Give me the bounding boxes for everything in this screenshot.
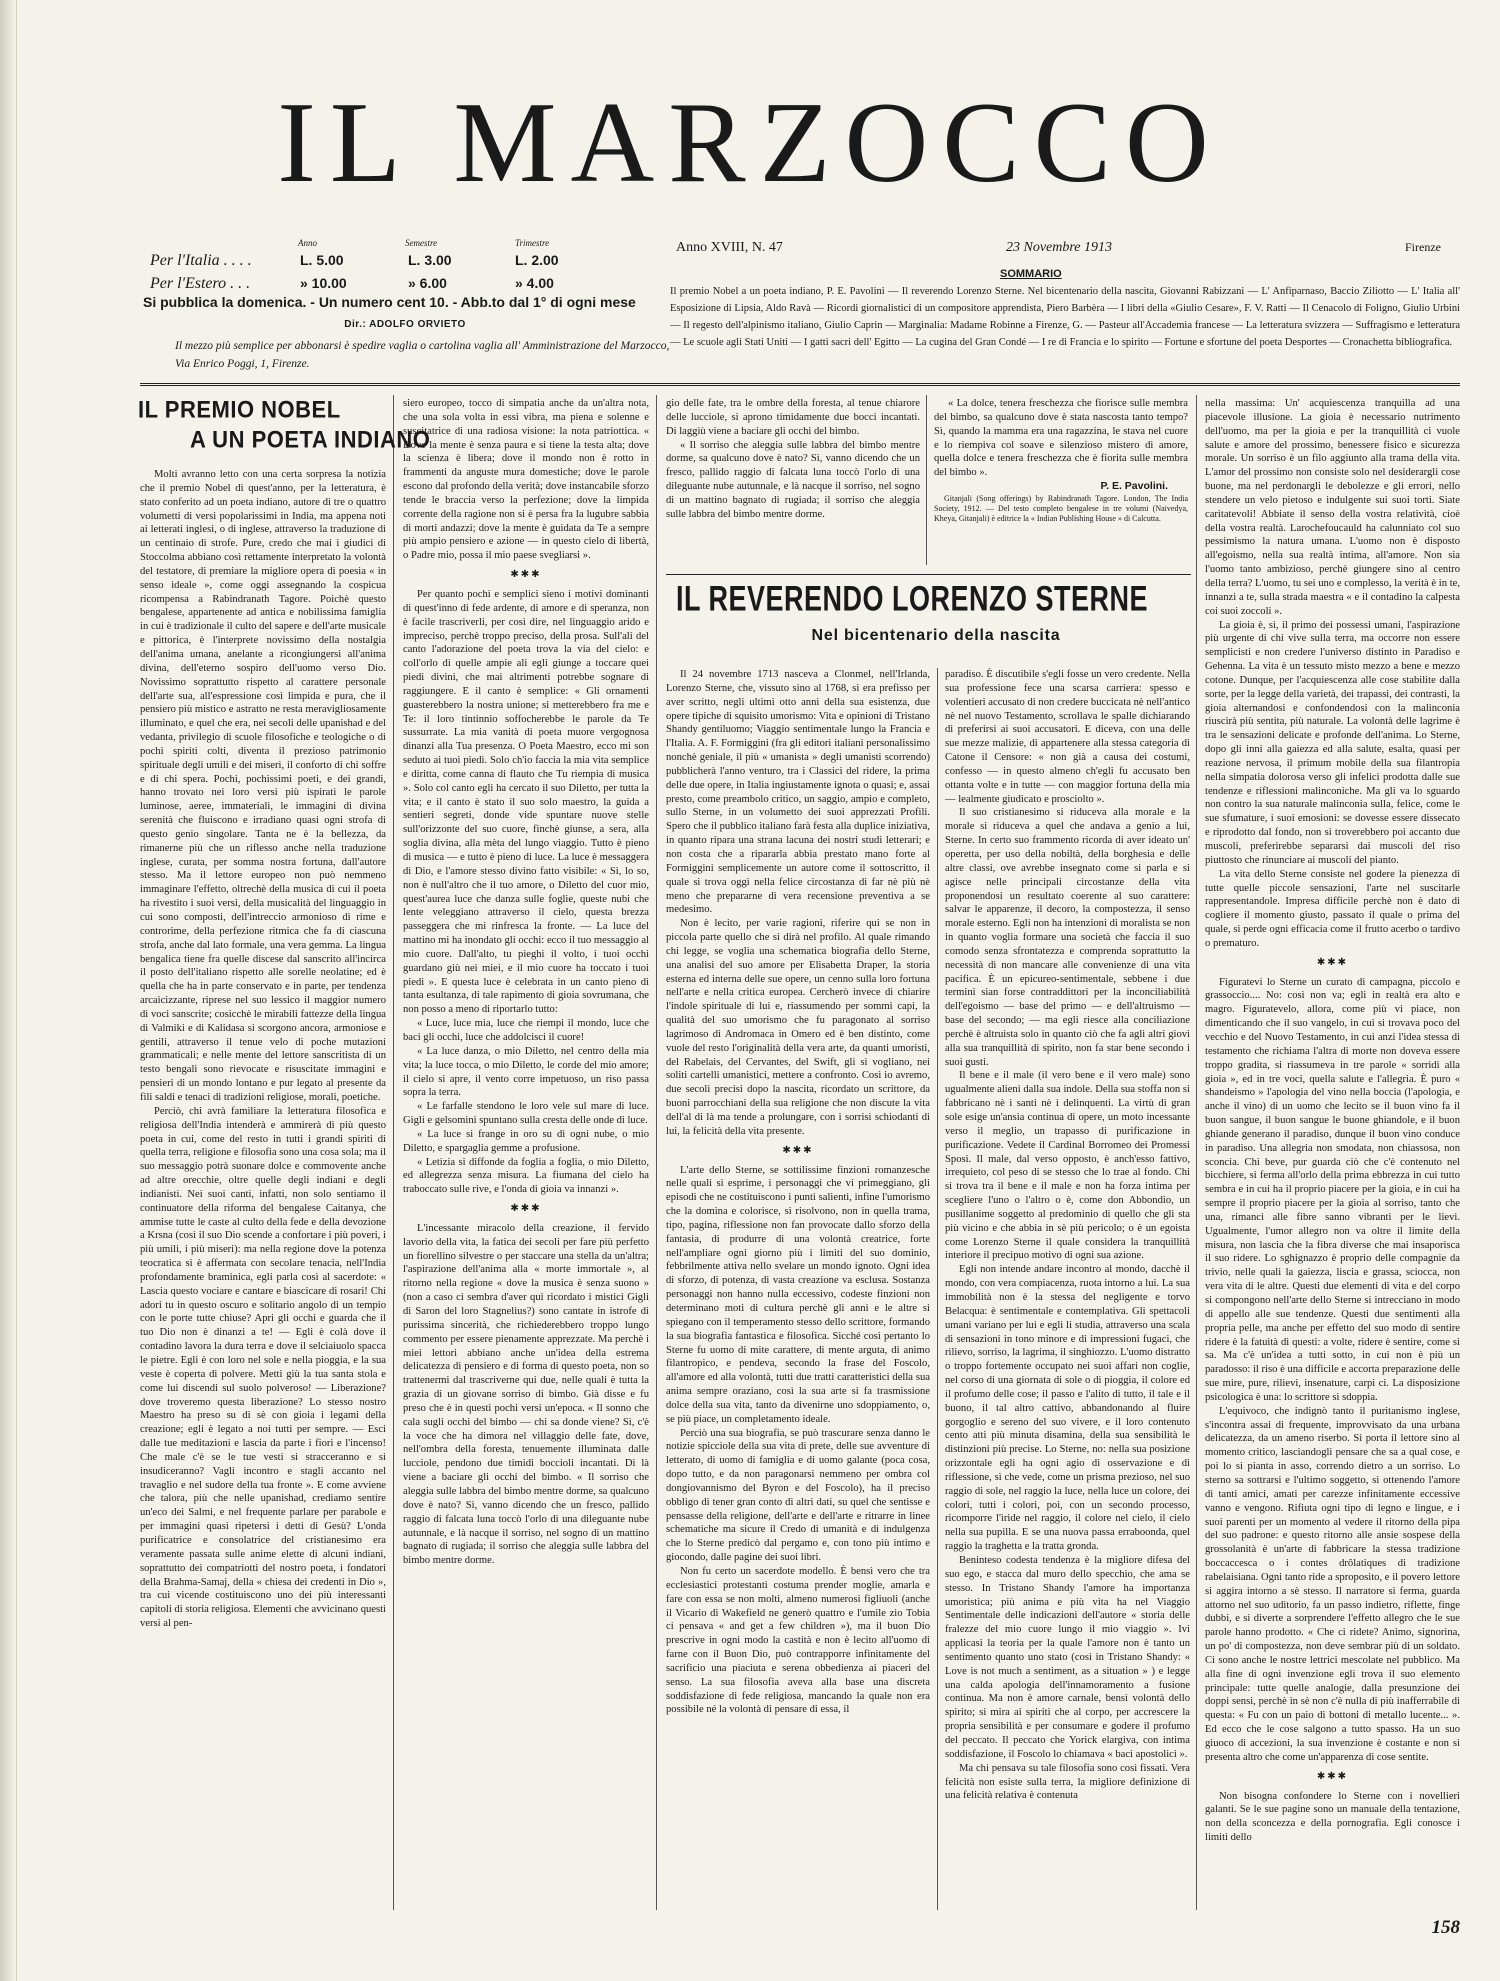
summary-text: Il premio Nobel a un poeta indiano, P. E. Pavolini — Il reverendo Lorenzo Sterne. Nel bicentenario della nascita, Giovanni Rabizzani — L' Anfiparnaso, Baccio Ziliotto — L' Italia all' Esposizione di Lipsia, Aldo Ravà — Ricordi giornalistici di un compositore apprendista, Piero Barbèra — I libri della «Giulio Cesare», F. V. Ratti — Il Cenacolo di Foligno, Giulio Urbini — Il regesto dell'alpinismo italiano, Giulio Caprin — Marginalia: Madame Robinne a Firenze, G. — Pasteur all'Accademia francese — La letteratura svizzera — Suffragismo e letteratura — Le scuole agli Stati Uniti — I gatti sacri dell' Egitto — La cugina del Gran Condé — I re di Francia e lo spirito — Fortune e sfortune del poeta Desportes — Cronachetta bibliografica. xyxy=(670,286,1460,348)
nobel-column-4 xyxy=(934,397,1188,569)
sterne-column-2 xyxy=(945,668,1190,1910)
section-stars: ✱✱✱ xyxy=(510,1203,542,1215)
price-row-label: Per l'Estero . . . xyxy=(150,275,251,292)
paragraph: Per quanto pochi e semplici sieno i motivi dominanti di quest'inno di fede ardente, di amore e di speranza, non è facile trascriverli, per così dire, nel linguaggio arido e impreciso, perchè troppo preciso, della prosa. Sull'ali del canto l'adorazione del poeta trova la via del cielo: e coll'orlo di quelle ampie ali egli giunge a toccare quei piedi divini, che mai altrimenti potrebbe sognare di raggiungere. E il canto è semplice: « Gli ornamenti guasterebbero la nostra unione; si metterebbero fra me e Te: il loro tintinnio soffocherebbe le parole da Te sussurrate. La mia vanità di poeta muore vergognosa dinanzi alla Tua presenza. O Poeta Maestro, ecco mi son seduto ai tuoi piedi. Solo ch'io faccia la mia vita semplice e diritta, come canna di flauto che Tu riempia di musica ». Solo col canto egli ha cercato il suo Diletto, per tutta la vita; e il canto è stato il suo solo maestro, la guida a sentieri segreti, donde vide spuntare nuove stelle sull'orizzonte del suo cuore, finchè giunse, a sera, alla soglia divina, alla mèta del lungo viaggio. Tutto è pieno di musica — e tutto è pieno di luce. La luce è messaggera di Dio, e l'amore stesso divino fatto visibile: « Sì, lo so, non è null'altro che il tuo amore, o Diletto del cuor mio, quest'aurea luce che danza sulle foglie, queste nubi che lente veleggiano attraverso il cielo, questa brezza passeggera che mi rinfresca la fronte. — La luce del mattino mi ha inondato gli occhi: ecco il tuo messaggio al mio cuore. Dall'alto, tu pieghi il volto, i tuoi occhi guardano giù nei miei, e il mio cuore ha toccato i tuoi piedi ». E questa luce è celebrata in un canto pieno di tanta esultanza, di tale rapimento di gioia sovrumana, che non posso a meno di riportarlo tutto: xyxy=(403,588,649,1016)
paragraph: La vita dello Sterne consiste nel godere la pienezza di tutte quelle piccole sensazioni, l'arte nel suscitarle rappresentandole. Impresa difficile perchè non è dato di cogliere il momento giusto, passato il quale o prima del quale, si perde ogni efficacia come il frutto acerbo o tardivo o prematuro. xyxy=(1205,868,1460,949)
paragraph: L'incessante miracolo della creazione, il fervido lavorio della vita, la fatica dei secoli per fare più perfetto un fiorellino silvestre o per staccare una stella da un'altra; l'aspirazione dell'anima alla « morte immortale », al ritorno nella regione « dove la musica è senza suono » (non a caso ci sembra d'aver qui ricordato i mistici Gigli di Saron del loro Stagnelius?) sono cantate in istrofe di purissima sincerità, che richiederebbero troppo lungo commento per essere pienamente apprezzate. Ma perchè i miei lettori abbiano anche un'idea della estrema delicatezza di pensiero e di forma di questo poeta, non so trattenermi dal trascriverne qui due, nelle quali è tutta la grazia di un giovane sorriso di bimbo. Già disse e fu preso che è in questi pochi versi un'epoca. « Il sonno che cala sugli occhi del bimbo — chi sa donde viene? Sì, c'è la voce che ha dimora nel villaggio delle fate, dove, nell'ombra della foresta, tenuemente illuminata dalle lucciole, pendono due timidi boccioli incantati. Di là viene a baciare gli occhi del bimbo. « Il sorriso che aleggia sulle labbra del bimbo mentre dorme, sa qualcuno dove è nato? Sì, vanno dicendo che un fresco, pallido raggio di falcata luna toccò l'orlo di una dileguante nube autunnale, e là nacque il sorriso, nel sogno di un mattino bagnato di rugiada; il sorriso che aleggia sulle labbra del bimbo mentre dorme. xyxy=(403,1222,649,1567)
paragraph: « Le farfalle stendono le loro vele sul mare di luce. Gigli e gelsomini spuntano sulla cresta delle onde di luce. xyxy=(403,1101,649,1127)
paragraph: L'equivoco, che indignò tanto il puritanismo inglese, s'incontra assai di frequente, improvvisato da una urbana delicatezza, da un ameno riserbo. Si porta il lettore sino al momento critico, lasciandogli pensare che sa a qual cose, e poi lo si pianta in asso, correndo dietro a un sorriso. Lo sterno sa sottrarsi e l'ultimo soggetto, si ottenendo l'amore di tanti amici, amati per carezze infinitamente eccessive vanno e vengono. Rifiuta ogni tipo di legno e lingue, e i suoi parenti per un momento al vedere il ritorno della pipa del suo padrone: e questo ritorno alle ansie sospese della grossolanità è un'arte di fabbricare la stessa tradizione boccaccesca o i contes drôlatiques di tradizione rabelaisiana. Ogni tanto ride a sproposito, e il povero lettore si aggira intorno a sè stesso. Il narratore si ferma, guarda attorno nel suo uditorio, fa un passo indietro, riflette, finge dubbi, e si diverte a sorprendere l'effetto allegro che le sue parole hanno prodotto. « Che ci ridete? Animo, signorina, un po' di compostezza, non deve sembrar più di un soldato. Ci sono anche le nostre lettrici mescolate nel pubblico. Ma alla fine di ogni invenzione egli trova il suo elemento principale: tutte quelle analogie, dalla presunzione dei doppi sensi, perchè in sè non c'è nulla di più inafferrabile di questa: « Fu con un paio di bottoni di metallo lucente... ». Ed ecco che le cose salgono a tutto spasso. Ha un suo giuoco di accezioni, la sua invenzione è costante e non si presenta altro che come un'apparenza di cose sentite. xyxy=(1205,1405,1460,1763)
paragraph: L'arte dello Sterne, se sottilissime finzioni romanzesche nelle quali si esprime, i personaggi che vi primeggiano, gli episodi che ne costituiscono i punti salienti, infine l'umorismo che la domina e colorisce, si risolvono, non in quella trama, tipo, pagina, riflessione non fan provocate dallo sforzo della fantasia, di produrre di una volontà creatrice, forte nell'ampliare ogni giorno più i limiti del suo dominio, febbrilmente attiva nello svelare un mondo ignoto. Ogni idea di sforzo, di potenza, di vasta creazione va esclusa. Sostanza personaggi non hanno nulla eccessivo, codeste finzioni non determinano moti di cultura perchè gli anni e le altre si spiegano con il temperamento stesso dello scrittore, formando la sua biografia fantastica e filosofica. Sicché così pertanto lo Sterne fu uomo di mite carattere, di mente arguta, di animo filantropico, e pendeva, secondo la frase del Foscolo, all'amore ed alla volontà, tutti due tratti caratteristici della sua anima sempre oraziano, così la sua arte si fa trasmissione dolce della sua vita, tanto da divenirne uno sdoppiamento, o, se più piace, un completamento ideale. xyxy=(666,1164,930,1425)
sterne-column-1 xyxy=(666,668,930,1910)
issue-city: Firenze xyxy=(1405,240,1441,254)
binding-edge xyxy=(0,0,17,1981)
paragraph: Perciò, chi avrà familiare la letteratura filosofica e religiosa dell'India intenderà e ammirerà di più questo poeta in cui, come del resto in tutti i grandi spiriti di quella terra, religione e filosofia sono una cosa sola; ma il suo messaggio potrà suonare dolce e commovente anche ad altre orecchie, oltre quelle degli indiani e degli indianisti. Nei suoi canti, infatti, non solo sentiamo il continuatore della riforma del bengalese Caitanya, che ammise tutte le caste al culto della fede e della devozione a Krsna (così il suo Dio scende a confortare i più poveri, i più umili, i più miseri): ma nella regione dove la potenza teocratica si è affermata con secolare tenacia, nell'India profondamente braminica, egli parla così al sacerdote: « Lascia questo vociare e cantare e biascicare di rosari! Chi adori tu in questo oscuro e solitario angolo di un tempio con le porte tutte chiuse? Apri gli occhi e guarda che il tuo Dio non è dinanzi a te! — Egli è colà dove il contadino lavora la dura terra e dove il selciaiuolo spacca le pietre. Egli è con loro nel sole e nella pioggia, e la sua veste è coperta di polvere. Metti giù la tua santa stola e come lui discendi sul suolo polveroso! — Liberazione? dove troveremo questa liberazione? Lo stesso nostro Maestro ha preso su di sè con gioia i legami della creazione; egli è legato a noi tutti per sempre. — Esci dalle tue meditazioni e lascia da parte i fiori e l'incenso! Che male c'è se le tue vesti si stracceranno e si insudiceranno? Vagli incontro e stagli accanto nel travaglio e nel sudore della tua fronte ». E come avviene che talora, più che nelle upanishad, crediamo sentire un'eco dei Salmi, e nel frequente parlare per parabole e per immagini quasi ripetersi i detti di Gesù? L'onda purificatrice e consolatrice del cristianesimo era veramente passata sulle anime elette di alcuni indiani, soprattutto dei compatriotti del nostro poeta, i fondatori della Brahma-Samaj, della « chiesa dei credenti in Dio », tra cui vicende costituiscono uno dei più interessanti capitoli di storia religiosa. Elementi che avvicinano questi versi al pen- xyxy=(140,1105,386,1630)
paragraph: siero europeo, tocco di simpatia anche da un'altra nota, che una sola volta in essi vibra, ma piena e solenne e suscitatrice di una radiosa visione: la nota patriottica. « Dove la mente è senza paura e si tiene la testa alta; dove la scienza è libera; dove il mondo non è rotto in frammenti da anguste mura domestiche; dove le parole escono dal profondo della verità; dove instancabile sforzo tende le braccia verso la perfezione; dove la limpida corrente della ragione non si è persa fra la lugubre sabbia di morti andazzi; dove la mente è guidata da Te a sempre più ampio pensiero e azione — in questo cielo di libertà, o Padre mio, possa il mio paese svegliarsi ». xyxy=(403,398,649,562)
paragraph: « La luce si frange in oro su di ogni nube, o mio Diletto, e spargaglia gemme a profusione. xyxy=(403,1128,649,1154)
paragraph: Figuratevi lo Sterne un curato di campagna, piccolo e grassoccio.... No: così non va; egli in realtà era alto e magro. Figuratevelo, allora, come più vi piace, non dimenticando che il suo vangelo, in cui si trovava poco del vecchio e del Nuovo Testamento, in cui anzi l'idea stessa di testamento che richiama l'altra di morte non doveva essere troppo gradita, si riassumeva in tre parole « sorridi alla gioia », ed in tre voci, quella salute e l'allegria. È puro « shandeismo » l'apologia del vino nella boccia (l'apologia, e anche il vino) di un uomo che lecito se il buon vino fa il buon sangue, il buon sangue le buone ghiandole, e il buon ghiande generano il paradiso, dunque il buon vino conduce in paradiso. Una allegria non smodata, non chiassosa, non sconcia. Chi beve, pur guarda ciò che c'è contenuto nel bicchiere, si ferma all'orlo della prima ebbrezza in cui tutto sembra e in cui ha il proprio piacere per la gioia, e in cui ha sempre il proprio piacere per la gioia al sorriso, tanto che una, rimanci alle fibre sanno vibranti per le lievi. Ugualmente, l'umor allegro non va oltre il limite della misura, non lascia che la fibra diverse che mai insaporisca il suo ridere. Lo sghignazzo è proprio delle compagnie da trivio, nelle quali la gaiezza, liscia e grassa, sciocca, non vera vita di le altre. Questi due elementi di vita e del corpo si compongono nell'arte dello Sterne si intrecciano in modo di appello alle sue tendenze. Questi due sentimenti alla propria pelle, ma anche per effetto del suo modo di sentire ridere è la fatuità di questi: a volte, ridere è sentire, come si sa. Ma c'è un'idea a tutti sotto, in cui non è più un paradosso: il riso è una difficile e accorta preparazione delle sue mire, pure, rilievi, insenature, carpi ci. La disposizione psicologica è una: lo scrittore si sdoppia. xyxy=(1205,976,1460,1403)
column-rule xyxy=(656,395,657,1910)
paragraph: « Il sorriso che aleggia sulle labbra del bimbo mentre dorme, sa qualcuno dove è nato? Sì, vanno dicendo che un fresco, pallido raggio di falcata luna toccò l'orlo di una dileguante nube autunnale, e là nacque il sorriso, nel sogno di un mattino bagnato di rugiada; il sorriso che aleggia sulle labbra del bimbo mentre dorme. xyxy=(666,439,920,520)
paragraph: La gioia è, sì, il primo dei possessi umani, l'aspirazione più urgente di chi vive sulla terra, ma occorre non essere semplicisti e non credere l'universo distinto in Paradiso e Gehenna. La vita è un tessuto misto mezzo a bene e mezzo cotone. Dunque, per l'acquiescenza alle cose stabilite dalla sorte, per la legge della varietà, dei trapassi, dei contrasti, la gioia alternandosi e confondendosi con la malinconia riuscirà più sentita, più naturale. La volontà delle lagrime è tra le sensazioni delicate e profonde dell'anima. Lo Sterne, dopo gli inni alla gaiezza ed alla salute, esalta, quasi per reazione nervosa, il primum mobile della sua filantropia nella simpatia dolorosa verso gli infelici prodotta dalle sue tendenze e riflessioni malinconiche. Ma gli va lo sguardo non contro la sua naturale malinconia sulla, felice, come le sue sfumature, i suoi emosioni: se dovesse essere dissecato e riprodotto dal fondo, non si troverebbero poi accanto due muscoli, preferirebbe separarsi dai muscoli del riso piuttosto che rinunciare ai muscoli del pianto. xyxy=(1205,619,1460,866)
column-rule xyxy=(937,668,938,1910)
nobel-column-1 xyxy=(140,468,386,1910)
issue-date: 23 Novembre 1913 xyxy=(1006,240,1113,255)
paragraph: Beninteso codesta tendenza è la migliore difesa del suo ego, e stacca dal muro dello specchio, che ama se stesso. In Tristano Shandy l'amore ha importanza umoristica; più anima e più vita ha nel Viaggio Sentimentale delle indicazioni dell'autore « storia delle fralezze del mio cuore lungo il mio viaggio ». Ivi applicasi la teoria per la quale l'amore non è tanto un sentimento quanto uno stato (così in Tristano Shandy: « Love is not much a sentiment, as a situation » ) e legge una calda apologia dell'innamoramento a fusione continua. Ma non è amore carnale, bensì volontà dello spirito; si mira ai spiriti che al corpo, per accrescere la propria sensibilità e per consumare e godere il profumo del peccato. Il peccato che Yorick elargiva, con intima soddisfazione, il Foscolo lo chiamava « baci apostolici ». xyxy=(945,1555,1190,1760)
publishing-info: Si pubblica la domenica. - Un numero cent 10. - Abb.to dal 1° di ogni mese xyxy=(143,294,636,310)
header-divider xyxy=(140,383,1460,386)
nobel-title-line2: A UN POETA INDIANO xyxy=(190,425,431,454)
column-rule xyxy=(1196,395,1197,1910)
sterne-column-3 xyxy=(1205,397,1460,1910)
paragraph: Non è lecito, per varie ragioni, riferire qui se non in piccola parte quello che si dirà nel profilo. Al quale rimando chi legge, se voglia una schematica biografia dello Sterne, una analisi del suo amore per Elisabetta Draper, la storia esterna ed interna delle sue opere, un cenno sulla loro fortuna nell'arte e nella critica europea. Cercherò invece di chiarire l'indole spirituale di lui e, riassumendo per sommi capi, la qualità del suo umorismo che fu paragonato al sorriso lagrimoso di Andromaca in Omero ed è ben distinto, come vuole del resto l'originalità della vera arte, da quanti umoristi, del Rabelais, del Cervantes, del Swift, gli si vogliano, nei soliti cartelli umanistici, mettere a confronto. Così io avremo, due secoli precisi dopo la nascita, ricordato un scrittore, da buoni parrocchiani della sua religione che non discute la vita dell'al di là ma tende a prolungare, con i sorrisi schiodanti di lui, la felicità della vita presente. xyxy=(666,918,930,1137)
paragraph: Ma chi pensava su tale filosofia sono così fissati. Vera felicità non esiste sulla terra, la migliore definizione di una felicità relativa è contenuta xyxy=(945,1762,1190,1802)
column-rule xyxy=(393,395,394,1910)
price-value: L. 3.00 xyxy=(408,252,452,268)
paragraph: Il 24 novembre 1713 nasceva a Clonmel, nell'Irlanda, Lorenzo Sterne, che, vissuto sino al 1768, si era prefisso per aver scritto, negli ultimi otto anni della sua esistenza, due opere tipiche di squisito umorismo: Vita e opinioni di Tristano Shandy gentiluomo; Viaggio sentimentale lungo la Francia e l'Italia. A. F. Formiggini (fra gli editori italiani personalissimo nonchè geniale, il più « umanista » degli umanisti scorrendo) pubblicherà l'anno venturo, tra i Classici del ridere, la prima delle due opere, in Italia ingiustamente ignota o quasi; e, assai presto, come preambolo critico, un saggio, ampio e completo, sullo Sterne, in un volumetto dei suoi apprezzati Profili. Spero che il pubblico italiano farà festa alla duplice iniziativa, in quanto ripara una strana lacuna dei nostri studi letterari; e non costa che a ripararla abbia prestato mano forte al Formiggini semplicemente un autore come il sottoscritto, il quale si trova oggi nella felice circostanza di far nè più nè meno che prepararne di vera recensione preventiva a se medesimo. xyxy=(666,669,930,916)
issue-number: Anno XVIII, N. 47 xyxy=(676,240,783,255)
paragraph: Non fu certo un sacerdote modello. È bensì vero che tra ecclesiastici protestanti costuma prender moglie, amarla e fare con essa se non molti, almeno numerosi figliuoli (anche il Vicario di Wakefield ne generò quattro e l'umile zio Tobia ci pensava « and get a few children »), ma il buon Dio prescrive in ogni modo la castità e non è lecito all'uomo di farne con il Buon Dio, può contrapporre infinitamente del sacrificio una piaciuta e serena obbedienza ai piaceri del senso. La sua filosofia aveva alla base una discreta soddisfazione di fede religiosa, mancando la quale non era possibile né la volontà di pensare di essa, il xyxy=(666,1566,930,1716)
price-row-label: Per l'Italia . . . . xyxy=(150,252,252,269)
paragraph: nella massima: Un' acquiescenza tranquilla ad una piacevole illusione. La gioia è necessario nutrimento dell'uomo, ma per la gioia e per la tranquillità ci vuole salute e amore del prossimo, benessere fisico e sicurezza morale. Un sorriso è un filo aggiunto alla trama della vita. L'amor del prossimo non consiste solo nel desiderargli cose buone, ma nel perdonargli le debolezze e gli errori, nello stendere un velo pietoso e indulgente sui suoi torti. Siate caritatevoli! Abbiate il senso della vostra relatività, cioè della vostra realtà. Larochefoucauld ha calunniato col suo pessimismo la natura umana. L'uomo non è disposto all'egoismo, nella sua realtà intima, all'amore. Non sia l'uomo tanto ambizioso, perchè giungere sino al centro della terra? L'uomo, tu sei uno e complesso, la verità è in te, innanzi a te, sulla strada maestra « e il contadino la calpesta coi suoi zoccoli ». xyxy=(1205,398,1460,617)
column-rule xyxy=(926,395,927,565)
section-stars: ✱✱✱ xyxy=(1316,1770,1349,1782)
paragraph: gio delle fate, tra le ombre della foresta, al tenue chiarore delle lucciole, si aprono timidamente due bocci incantati. Di laggiù viene a baciare gli occhi del bimbo. xyxy=(666,398,920,437)
nobel-signature: P. E. Pavolini. xyxy=(1100,480,1168,493)
price-row-italy xyxy=(150,252,650,274)
nobel-title-line1: IL PREMIO NOBEL xyxy=(138,395,341,424)
sterne-title: IL REVERENDO LORENZO STERNE xyxy=(676,579,1149,619)
masthead-title: IL MARZOCCO xyxy=(277,79,1223,207)
section-stars: ✱✱✱ xyxy=(1316,956,1349,968)
paragraph: « La dolce, tenera freschezza che fiorisce sulle membra del bimbo, sa qualcuno dove è stata nascosta tanto tempo? Sì, quando la mamma era una ragazzina, le stava nel cuore e lo riempiva col soave e silenzioso mistero di amore, quella dolce e tenera freschezza che è fiorita sulle membra del bimbo ». xyxy=(934,398,1188,479)
paragraph: Molti avranno letto con una certa sorpresa la notizia che il premio Nobel di quest'anno, per la letteratura, è stato conferito ad un poeta indiano, autore di tre o quattro volumetti di versi popolarissimi in India, ma appena noti ai letterati inglesi, o di inglese, attraverso la traduzione di un centinaio di strofe. Pure, credo che mai i giudici di Stoccolma abbiano così rettamente interpretato la volontà del testatore, di premiare la migliore opera di poesia « in senso ideale », come oggi assegnando la cospicua ricompensa a Rabindranath Tagore. Poichè questo bengalese, appartenente ad antica e nobilissima famiglia in cui è tradizionale il culto del sapere e dell'arte musicale e pittorica, è l'interprete novissimo della nostalgia dell'anima umana, anelante a ricongiungersi all'anima divina, dell'eterno sospiro dell'uomo verso Dio. Novissimo soprattutto rispetto al carattere personale dell'arte sua, all'espressione così limpida e pura, che il pensiero più mistico e astratto ne resta meravigliosamente illuminato, e quel che era, nei secoli delle upanishad e del vedanta, privilegio di scuole filosofiche e teologiche o di pochi spiriti colti, diventa il prezioso patrimonio spirituale degli umili e dei miseri, il conforto di chi soffre e di chi spera. Pochi, pochissimi poeti, e dei grandi, hanno trovato nei loro versi più ispirati le parole luminose, aeree, immateriali, le immagini di divina serenità che fluiscono e irradiano quasi ogni strofa di questo genio singolare. Tanta ne è la bellezza, da rimanerne più che un riflesso anche nella traduzione inglese, curata, per somma nostra fortuna, dall'autore stesso. Ma il lettore europeo non può nemmeno immaginare l'effetto, oltrechè della musica di cui il poeta ha rivestito i suoi versi, della musicalità del linguaggio in cui sono composti, dell'intreccio armonioso di rime e controrime, della perfezione ritmica che fa di ciascuna strofa, anche dal lato formale, una vera gemma. La lingua bengalica tiene fra quelle discese dal sanscrito all'incirca il posto dell'italiano rispetto alle sorelle neolatine; ed è quella che ha in parte conservato e in parte, per tendenza arcaicizzante, riprese nel suo lessico il maggior numero di voci sanscrite; cosicchè le mirabili fattezze della lingua di Valmiki e di Kalidasa si scorgono ancora, armoniose e gentili, attraverso il tenue velo di poche mutazioni grammaticali; e nelle mente del lettore sanscritista di un testo bengali sono rievocate e risuscitate immagini e pensieri di un mondo lontano e pur legato al presente da fili saldi e tenaci di tradizioni religiose, morali, poetiche. xyxy=(140,469,386,1103)
paragraph: « Letizia si diffonde da foglia a foglia, o mio Diletto, ed allegrezza senza misura. La fiumana del cielo ha traboccato sulle rive, e l'onda di gioia va innanzi ». xyxy=(403,1156,649,1196)
price-header-quarter: Trimestre xyxy=(515,238,550,248)
nobel-column-3 xyxy=(666,397,920,567)
nobel-footnote: Gitanjali (Song offerings) by Rabindranath Tagore. London, The India Society, 1912. — Del testo completo bengalese in tre volumi (Naivedya, Kheya, Gitanjali) è editrice la « Indian Publishing House » di Calcutta. xyxy=(934,493,1188,523)
director-line: Dir.: ADOLFO ORVIETO xyxy=(344,319,466,330)
subscription-note: Il mezzo più semplice per abbonarsi è spedire vaglia o cartolina vaglia all' Amministrazione del Marzocco, Via Enrico Poggi, 1, Firenze. xyxy=(175,340,670,370)
price-header-year: Anno xyxy=(298,238,317,248)
paragraph: Egli non intende andare incontro al mondo, dacchè il mondo, con vera compiacenza, ruota intorno a lui. La sua immobilità non è la stessa del negligente e torvo Belacqua: è sentimentale e contemplativa. Gli spettacoli umani variano per lui e egli li studia, attraverso una scala di sensazioni in tono minore e di impressioni fugaci, che rilievo, sorriso, la lagrima, il singhiozzo. L'uomo distratto o troppo fortemente occupato nei suoi affari non coglie, nel corso di una giornata di sole o di pioggia, il colore ed il profumo delle cose; il passo e l'alito di tutto, il tale e il buono, il tal altro cattivo, abbandonando al fluire gorgoglio e sereno del suo vivere, e il loro contenuto cento atti più minuta disamina, della sua sensibilità le distinzioni più precise. Lo Sterne, no: nella sua posizione orizzontale egli ha ogni agio di osservazione e di riflessione, sì che vede, come un prisma prezioso, nel suo raggio di sole, nel raggio la luce, nella luce un colore, dei colori, tutti i colori, poi, con un secondo processo, ricomporre l'iride nel raggio, il colore nel cielo, il cielo nella sua pupilla. E se una nuova passa erraboonda, quel raggio la traghetta e la tratta gronda. xyxy=(945,1264,1190,1553)
summary-title: SOMMARIO xyxy=(1000,268,1062,280)
price-header-semester: Semestre xyxy=(405,238,438,248)
page-number: 158 xyxy=(1431,1917,1460,1938)
price-value: » 4.00 xyxy=(515,275,554,291)
price-value: L. 2.00 xyxy=(515,252,559,268)
paragraph: Il bene e il male (il vero bene e il vero male) sono ugualmente alieni dalla sua indole. Della sua stoffa non si fabbricano nè i santi nè i delinquenti. La virtù di gran sole esige un'ansia continua di opere, un moto incessante verso il meglio, un trapasso di purificazione in purificazione. Vedete il Cardinal Borromeo dei Promessi Sposi. Il male, dal verso opposto, è anch'esso fattivo, irrequieto, col peso di se stesso che lo trae al fondo. Chi si trova tra il bene e il male e non ha forza intima per scegliere l'uno o l'altro o è, come don Abbondio, un pusillanime soggetto al predominio di quello che gli sta più vicino e che abbia in sè più pericolo; o è un egoista come Lorenzo Sterne il quale considera la tranquillità interiore il precipuo motivo di ogni sua azione. xyxy=(945,1070,1190,1262)
price-value: L. 5.00 xyxy=(300,252,344,268)
paragraph: « Luce, luce mia, luce che riempi il mondo, luce che baci gli occhi, luce che addolcisci il cuore! xyxy=(403,1018,649,1043)
paragraph: Non bisogna confondere lo Sterne con i novellieri galanti. Se le sue pagine sono un manuale della tentazione, non della sconcezza e della pornografia. Egli conosce i limiti dello xyxy=(1205,1790,1460,1844)
price-value: » 10.00 xyxy=(300,275,347,291)
paragraph: « La luce danza, o mio Diletto, nel centro della mia vita; la luce tocca, o mio Diletto, le corde del mio amore; il cielo si apre, il vento corre impetuoso, un riso passa sopra la terra. xyxy=(403,1045,649,1099)
paragraph: Perciò una sua biografia, se può trascurare senza danno le notizie spicciole della sua vita di prete, delle sue avventure di letterato, di uomo di famiglia e di uomo galante (poca cosa, dopo tutto, e da non paragonarsi nemmeno per ombra col dongiovannismo del Byron e del Foscolo), ha il preciso obbligo di tener gran conto di altri dati, su quel che sentisse e pensasse della religione, dell'arte e dell'arte e ritrarre in linee schematiche ma sicure il Credo di umanità e di indulgenza che lo Sterne predicò dal pergamo e, con tono più intimo e giocondo, dalle pagine dei suoi libri. xyxy=(666,1427,930,1564)
sterne-subtitle: Nel bicentenario della nascita xyxy=(811,627,1061,644)
section-stars: ✱✱✱ xyxy=(510,569,542,581)
paragraph: Il suo cristianesimo si riduceva alla morale e la morale si riduceva a quel che andava a genio a lui, Sterne. In certo suo frammento ricorda di aver ideato un' operetta, per uso della nobiltà, della borghesia e delle altre classi, ove avrebbe insegnato come si parla e si agisce nelle principali circostanze della vita proponendosi un resultato coerente al suo carattere: salvar le apparenze, il decoro, la compostezza, il senso morale esterno. Egli non ha intenzioni di moralista se non in quanto voglia formare una società che faccia il suo comodo senza sfrontatezza e comprenda soprattutto la necessità di non mancare alle convenienze di una vita pacifica. È un epicureo-sentimentale, sebbene i due termini sian forse contraddittori per la inconciliabilità dell'egoismo — base del primo — e dell'altruismo — base del secondo; — ma egli riesce alla conciliazione perchè è altruista solo in quanto ciò che fa agli altri giovi alla sua tranquillità di spirito, non fa star bene secondo i suoi gusti. xyxy=(945,807,1190,1068)
nobel-column-2 xyxy=(403,397,649,1910)
price-value: » 6.00 xyxy=(408,275,447,291)
section-stars: ✱✱✱ xyxy=(782,1144,814,1156)
article-divider xyxy=(666,574,1191,575)
paragraph: paradiso. È discutibile s'egli fosse un vero credente. Nella sua professione fece una scarsa carriera: spesso e volentieri accusato di non credere buccicata nè nell'antico nè nel nuovo Testamento, scrollava le spalle dichiarando di preferirsi ai suoi accusatori. E diceva, con una delle sue mezze malizie, di appartenere alla stessa categoria di Catone il Censore: « non già a causa dei costumi, confesso — in questo almeno ch'egli fu accusato ben ottanta volte e in tutte — con maggior fortuna della mia — lealmente giudicato e prosciolto ». xyxy=(945,669,1190,805)
